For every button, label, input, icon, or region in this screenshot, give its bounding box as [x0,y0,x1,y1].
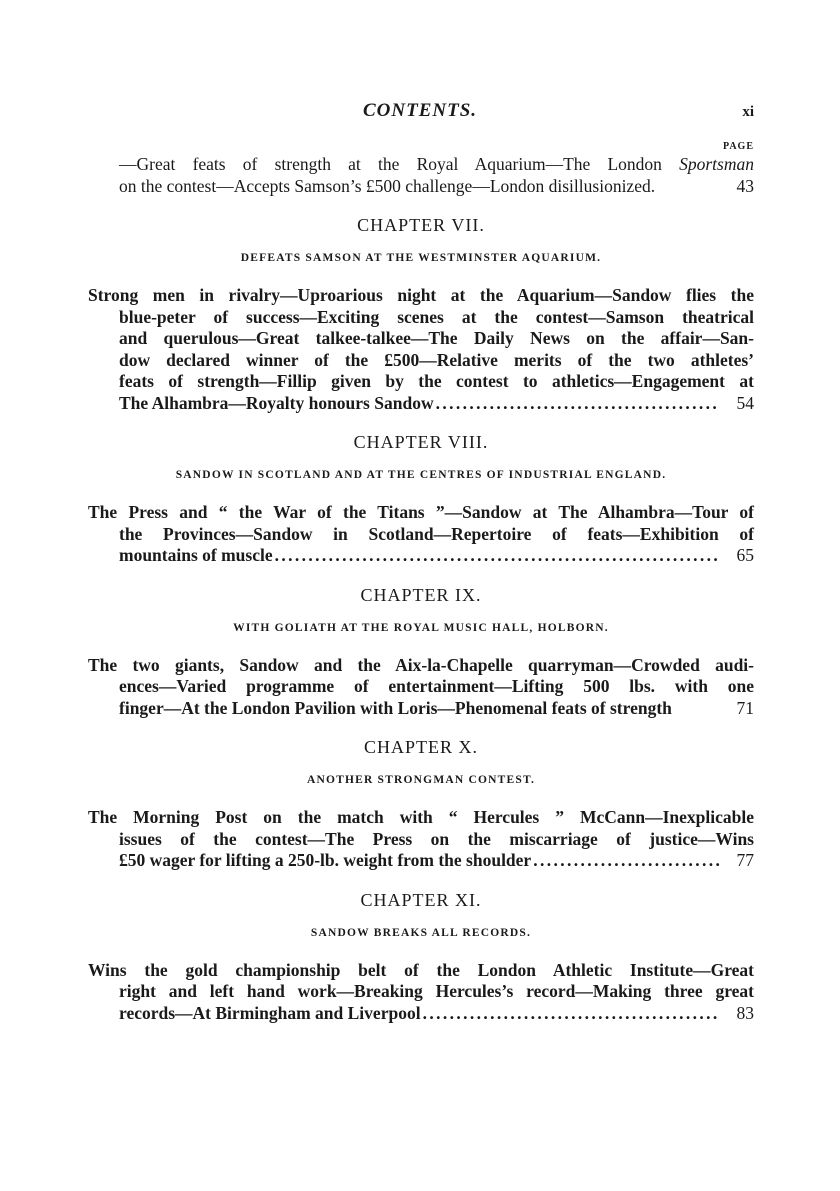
toc-line: blue-peter of success—Exciting scenes at the contest—Samson theatrical [119,306,754,327]
table-of-contents [88,154,754,1024]
chapter-subtitle: WITH GOLIATH AT THE ROYAL MUSIC HALL, HOLBORN. [233,621,609,634]
toc-entry [88,960,754,1025]
toc-entry [88,285,754,414]
toc-entry [88,502,754,567]
toc-line: The Morning Post on the match with “ Hercules ” McCann—Inexplicable [88,807,754,827]
toc-text: £50 wager for lifting a 250-lb. weight from the shoulder [119,850,532,870]
toc-line: right and left hand work—Breaking Hercules’s record—Making three great [119,981,754,1001]
toc-page-number: 71 [736,697,754,718]
page-column-label: PAGE [722,141,754,152]
toc-line: and querulous—Great talkee-talkee—The Daily News on the affair—San- [119,328,754,348]
dot-leader [436,393,720,415]
chapter-subtitle: DEFEATS SAMSON AT THE WESTMINSTER AQUARIUM. [240,252,602,264]
dot-leader [275,545,720,567]
toc-line: ences—Varied programme of entertainment—Lifting 500 lbs. with one [119,676,754,696]
toc-line-last [88,393,754,415]
toc-line-last [88,1003,754,1025]
toc-text: on the contest—Accepts Samson’s £500 challenge—London disillusionized. [119,175,656,196]
toc-line: The Press and “ the War of the Titans ”—Sandow at The Alhambra—Tour of [88,502,754,522]
running-head [0,100,840,130]
toc-text: mountains of muscle [119,545,273,565]
toc-text-italic: Sportsman [679,154,754,174]
toc-page-number: 77 [736,850,754,870]
chapter-subtitle: SANDOW BREAKS ALL RECORDS. [310,926,532,939]
chapter-subtitle: SANDOW IN SCOTLAND AND AT THE CENTRES OF INDUSTRIAL ENGLAND. [175,469,667,481]
toc-entry [88,807,754,872]
dot-leader [533,850,720,872]
dot-leader [423,1003,720,1025]
toc-text: —Great feats of strength at the Royal Aquarium—The London [119,154,680,174]
toc-page-number: 54 [736,392,754,413]
toc-entry [88,655,754,720]
chapter-heading: CHAPTER XI. [360,889,482,910]
toc-page-number: 65 [736,545,754,565]
running-title: CONTENTS. [362,100,478,121]
toc-line: Strong men in rivalry—Uproarious night at the Aquarium—Sandow flies the [88,285,754,305]
toc-entry-continuation [88,154,754,197]
toc-line: the Provinces—Sandow in Scotland—Repertoire of feats—Exhibition of [119,523,754,544]
toc-line: issues of the contest—The Press on the miscarriage of justice—Wins [119,828,754,849]
page-number: xi [742,104,754,120]
toc-line-last [88,850,754,872]
toc-line [88,154,754,176]
toc-line: The two giants, Sandow and the Aix-la-Chapelle quarryman—Crowded audi- [88,654,754,675]
chapter-subtitle: ANOTHER STRONGMAN CONTEST. [306,774,536,786]
toc-text: finger—At the London Pavilion with Loris—Phenomenal feats of strength [119,697,672,718]
toc-line: Wins the gold championship belt of the London Athletic Institute—Great [88,959,754,980]
toc-page-number: 43 [736,175,754,196]
toc-page-number: 83 [736,1002,754,1023]
chapter-heading: CHAPTER VIII. [353,432,489,452]
toc-line: dow declared winner of the £500—Relative merits of the two athletes’ [119,349,754,370]
chapter-heading: CHAPTER VII. [357,215,485,235]
toc-line-last [88,698,754,720]
chapter-heading: CHAPTER IX. [360,584,482,605]
toc-line: feats of strength—Fillip given by the contest to athletics—Engagement at [119,371,754,391]
toc-text: The Alhambra—Royalty honours Sandow [119,392,434,413]
toc-line [88,176,754,198]
toc-line-last [88,545,754,567]
chapter-heading: CHAPTER X. [363,737,478,757]
toc-text: records—At Birmingham and Liverpool [119,1002,421,1023]
